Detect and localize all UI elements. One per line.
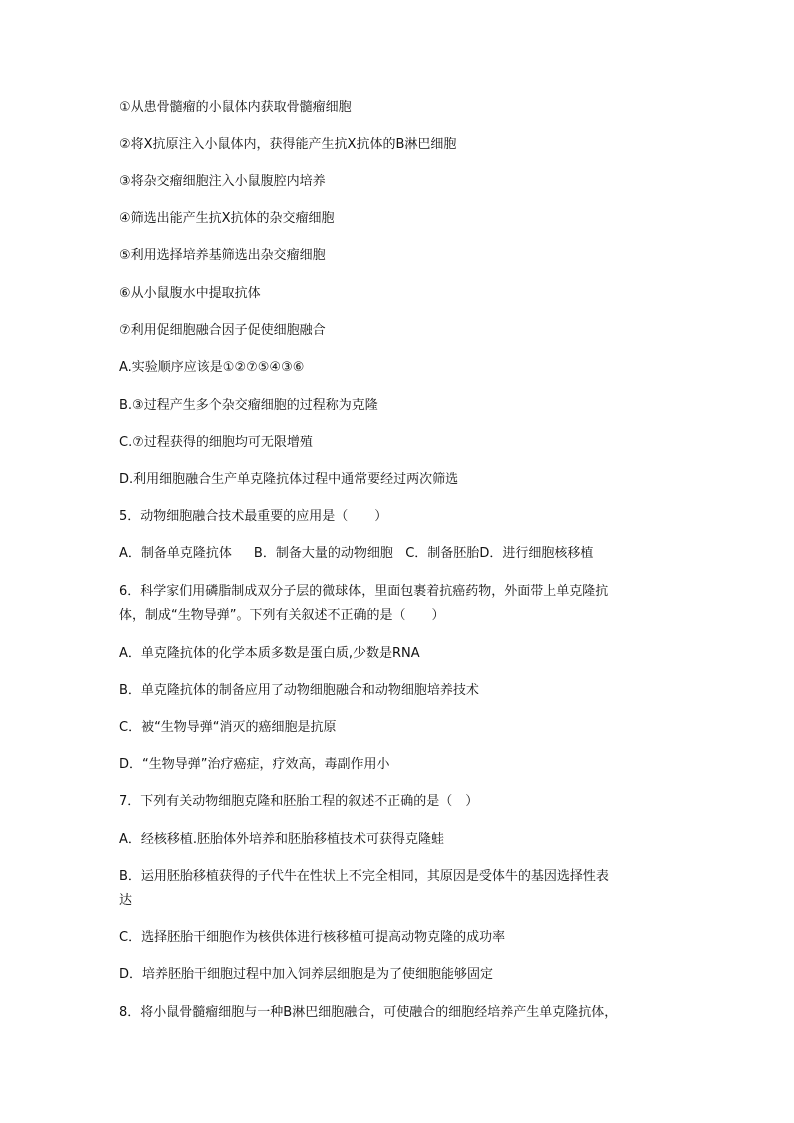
step-2: ②将X抗原注入小鼠体内，获得能产生抗X抗体的B淋巴细胞 (119, 137, 457, 152)
q6-option-b: B．单克隆抗体的制备应用了动物细胞融合和动物细胞培养技术 (119, 683, 479, 698)
q6-option-d: D．“生物导弹”治疗癌症，疗效高，毒副作用小 (119, 757, 390, 772)
q7-option-a: A．经核移植.胚胎体外培养和胚胎移植技术可获得克隆蛙 (119, 832, 445, 847)
q4-option-a: A.实验顺序应该是①②⑦⑤④③⑥ (119, 360, 305, 375)
step-5: ⑤利用选择培养基筛选出杂交瘤细胞 (119, 248, 326, 263)
step-4: ④筛选出能产生抗X抗体的杂交瘤细胞 (119, 211, 335, 226)
q7-option-b-cont: 达 (119, 893, 133, 908)
step-6: ⑥从小鼠腹水中提取抗体 (119, 286, 261, 301)
q7-option-b: B．运用胚胎移植获得的子代牛在性状上不完全相同，其原因是受体牛的基因选择性表 (119, 869, 609, 884)
q4-option-c: C.⑦过程获得的细胞均可无限增殖 (119, 435, 313, 450)
step-1: ①从患骨髓瘤的小鼠体内获取骨髓瘤细胞 (119, 100, 352, 115)
q5-option-a: A．制备单克隆抗体 (119, 546, 232, 561)
q6-stem-line1: 6．科学家们用磷脂制成双分子层的微球体，里面包裹着抗癌药物，外面带上单克隆抗 (119, 584, 609, 599)
q7-stem: 7．下列有关动物细胞克隆和胚胎工程的叙述不正确的是（ ） (119, 794, 479, 809)
q5-options (119, 544, 685, 564)
step-7: ⑦利用促细胞融合因子促使细胞融合 (119, 323, 326, 338)
q6-stem-line2: 体，制成“生物导弹”。下列有关叙述不正确的是（ ） (119, 608, 445, 623)
q5-stem: 5．动物细胞融合技术最重要的应用是（ ） (119, 509, 388, 524)
q5-option-b: B．制备大量的动物细胞 (253, 546, 393, 561)
step-3: ③将杂交瘤细胞注入小鼠腹腔内培养 (119, 174, 326, 189)
q8-stem: 8．将小鼠骨髓瘤细胞与一种B淋巴细胞融合，可使融合的细胞经培养产生单克隆抗体， (119, 1005, 618, 1020)
q5-option-c: C．制备胚胎 (405, 546, 480, 561)
q6-option-a: A．单克隆抗体的化学本质多数是蛋白质,少数是RNA (119, 646, 420, 661)
q7-option-c: C．选择胚胎干细胞作为核供体进行核移植可提高动物克隆的成功率 (119, 930, 506, 945)
q5-option-d: D．进行细胞核移植 (479, 546, 594, 561)
q7-option-d: D．培养胚胎干细胞过程中加入饲养层细胞是为了使细胞能够固定 (119, 967, 494, 982)
q4-option-b: B.③过程产生多个杂交瘤细胞的过程称为克隆 (119, 398, 378, 413)
q4-option-d: D.利用细胞融合生产单克隆抗体过程中通常要经过两次筛选 (119, 472, 459, 487)
q6-option-c: C．被“生物导弹“消灭的癌细胞是抗原 (119, 720, 337, 735)
